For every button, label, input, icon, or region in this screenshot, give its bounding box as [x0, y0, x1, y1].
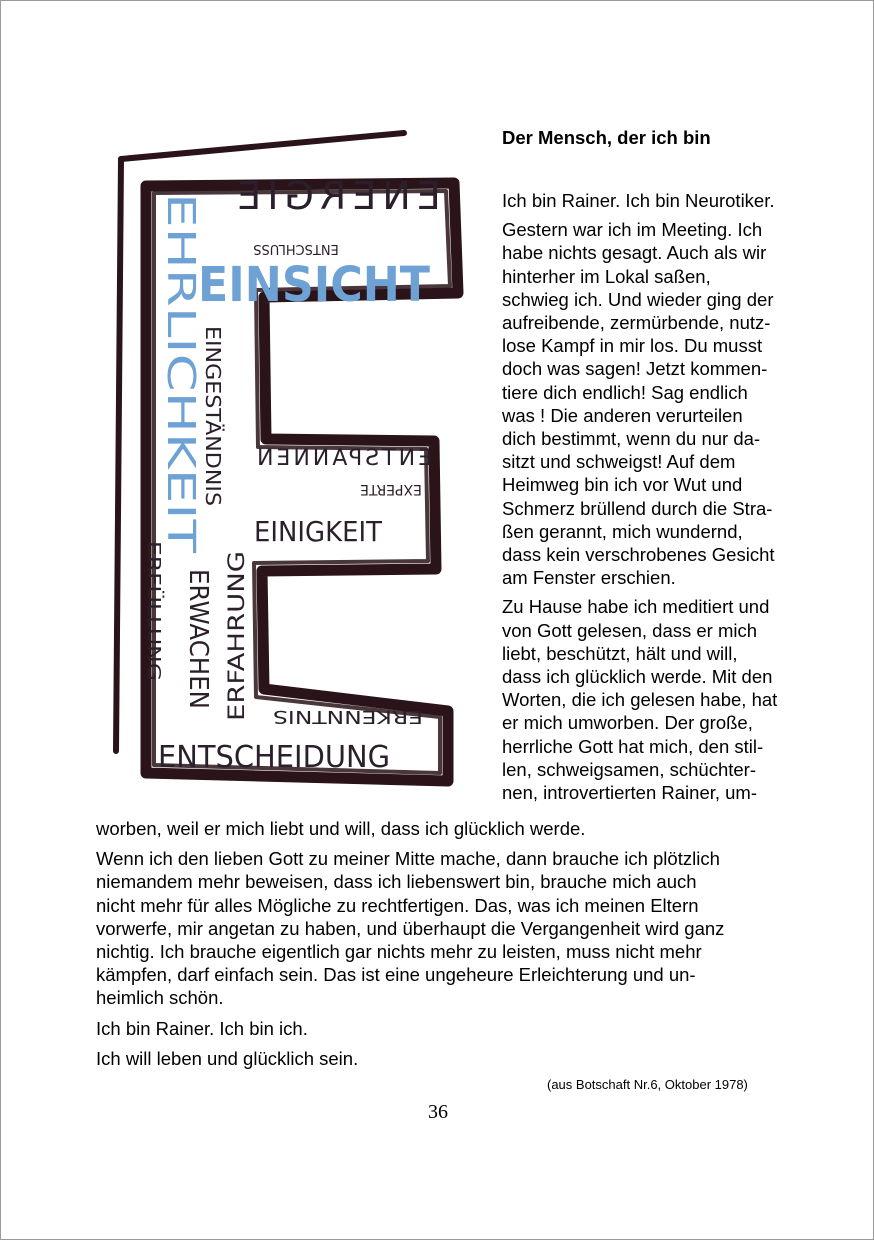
text-line: was ! Die anderen verurteilen: [502, 404, 743, 426]
text-line: dass ich glücklich werde. Mit den: [502, 666, 773, 688]
word-einsicht: EINSICHT: [198, 257, 431, 313]
text-line: aufreibende, zermürbende, nutz-: [502, 312, 771, 334]
page-title: Der Mensch, der ich bin: [502, 127, 711, 148]
text-line: Gestern war ich im Meeting. Ich: [502, 219, 763, 241]
column-paragraph: [502, 218, 822, 589]
text-line: Ich bin Rainer. Ich bin ich.: [96, 1017, 308, 1039]
word-entspannen: ENTSPANNEN: [254, 446, 432, 471]
text-line: er mich umworben. Der große,: [502, 712, 753, 734]
e-letter-illustration: [96, 121, 481, 801]
text-line: schwieg ich. Und wieder ging der: [502, 288, 774, 310]
word-erfahrung: ERFAHRUNG: [225, 584, 250, 721]
e-letter-drawing: [96, 121, 481, 801]
text-line: kämpfen, darf einfach sein. Das ist eine ungeheure Erleichterung und un-: [96, 964, 696, 986]
text-line: ßen gerannt, mich wundernd,: [502, 520, 743, 542]
text-line: dich bestimmt, wenn du nur da-: [502, 428, 761, 450]
text-line: lose Kampf in mir los. Du musst: [502, 335, 763, 357]
text-line: Wenn ich den lieben Gott zu meiner Mitte mache, dann brauche ich plötzlich: [96, 848, 720, 870]
text-line: Worten, die ich gelesen habe, hat: [502, 689, 778, 711]
page-number: 36: [428, 1101, 448, 1123]
text-line: Heimweg bin ich vor Wut und: [502, 474, 743, 496]
word-erfuellung: ERFÜLLUNG: [143, 541, 164, 649]
word-eingestaendnis: EINGESTÄNDNIS: [201, 326, 225, 489]
text-line: Zu Hause habe ich meditiert und: [502, 596, 770, 618]
frame-left-line: [116, 159, 121, 751]
word-energie: ENERGIE: [231, 174, 441, 218]
word-ehrlichkeit: EHRLICHKEIT: [159, 193, 203, 443]
text-line: liebt, beschützt, hält und will,: [502, 642, 738, 664]
text-line: nen, introvertierten Rainer, um-: [502, 782, 758, 804]
text-line: niemandem mehr beweisen, dass ich liebenswert bin, brauche mich auch: [96, 871, 697, 893]
word-entschluss: ENTSCHLUSS: [253, 241, 339, 256]
text-line: Ich bin Rainer. Ich bin Neurotiker.: [502, 190, 775, 211]
column-paragraph: [502, 595, 822, 804]
text-line: Schmerz brüllend durch die Stra-: [502, 497, 773, 519]
text-line: herrliche Gott hat mich, den stil-: [502, 735, 764, 757]
body-paragraph: [96, 1017, 816, 1040]
text-line: heimlich schön.: [96, 987, 224, 1009]
text-line: dass kein verschrobenes Gesicht: [502, 544, 775, 566]
frame-top-line: [121, 133, 404, 159]
word-erwachen: ERWACHEN: [183, 569, 213, 718]
right-column-text: [502, 189, 822, 810]
text-line: nichtig. Ich brauche eigentlich gar nichts mehr zu leisten, muss nicht mehr: [96, 941, 702, 963]
text-line: tiere dich endlich! Sag endlich: [502, 381, 748, 403]
text-line: am Fenster erschien.: [502, 567, 676, 589]
body-paragraph: [96, 1047, 816, 1070]
source-citation: (aus Botschaft Nr.6, Oktober 1978): [547, 1077, 748, 1092]
text-line: len, schweigsamen, schüchter-: [502, 758, 756, 780]
text-line: doch was sagen! Jetzt kommen-: [502, 358, 768, 380]
text-line: hinterher im Lokal saßen,: [502, 265, 711, 287]
text-line: habe nichts gesagt. Auch als wir: [502, 242, 767, 264]
text-line: nicht mehr für alles Mögliche zu rechtfertigen. Das, was ich meinen Eltern: [96, 894, 699, 916]
text-line: worben, weil er mich liebt und will, dass ich glücklich werde.: [96, 818, 586, 839]
text-line: von Gott gelesen, dass er mich: [502, 619, 758, 641]
text-line: Ich will leben und glücklich sein.: [96, 1047, 359, 1069]
word-experte: EXPERTE: [360, 481, 422, 497]
word-erkenntnis: ERKENNTNIS: [273, 706, 423, 727]
word-entscheidung: ENTSCHEIDUNG: [158, 740, 390, 775]
text-line: vorwerfe, mir angetan zu haben, und überhaupt die Vergangenheit wird ganz: [96, 917, 725, 939]
text-line: sitzt und schweigst! Auf dem: [502, 451, 736, 473]
body-paragraph: [96, 817, 816, 840]
word-einigkeit: EINIGKEIT: [254, 515, 383, 548]
body-paragraph: [96, 847, 816, 1009]
full-width-text: [96, 817, 816, 1077]
column-paragraph: [502, 189, 822, 212]
